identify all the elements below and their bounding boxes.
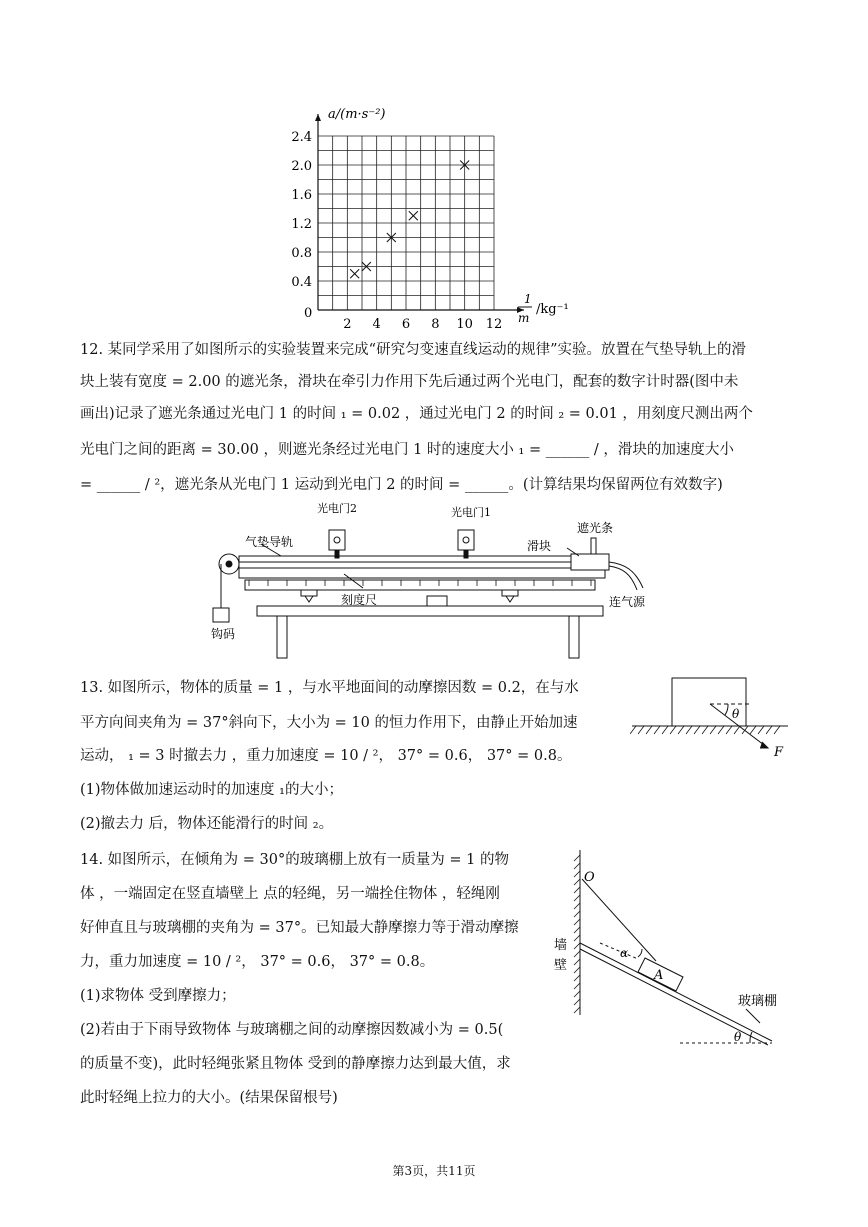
chart-points [350,161,469,279]
alpha-label: α [620,946,629,960]
wall-hatch-line [574,895,580,901]
wall-hatch-line [574,975,580,981]
wall-hatch-line [574,919,580,925]
data-point [409,211,418,220]
ground-hatch-line [694,726,700,734]
x-axis-label-numerator: 1 [524,292,532,306]
q14-line-1: 14. 如图所示，在倾角为 = 30°的玻璃棚上放有一质量为 = 1 的物 [80,852,509,868]
wall-hatch-line [574,871,580,877]
ground-hatch-line [654,726,660,734]
x-axis-label-unit: /kg⁻¹ [536,302,569,317]
chart-axes [315,114,524,313]
label-gate-1: 光电门1 [451,506,491,519]
label-air-rail: 气垫导轨 [245,535,294,549]
q12-line-3: 画出)记录了遮光条通过光电门 1 的时间 ₁ = 0.02 ，通过光电门 2 的时间 ₂ = 0.01 ，用刻度尺测出两个 [80,406,753,422]
x-axis-label-denominator: m [518,311,530,325]
q14-line-7: 的质量不变)，此时轻绳张紧且物体 受到的静摩擦力达到最大值，求 [80,1056,511,1072]
q12-line-1: 12. 某同学采用了如图所示的实验装置来完成“研究匀变速直线运动的规律”实验。放置在气垫导轨上的滑 [80,342,746,358]
ground-hatch-line [686,726,692,734]
wall-hatch-line [574,879,580,885]
q14-line-5: (1)求物体 受到摩擦力； [80,988,236,1004]
y-tick-label: 2.0 [291,159,312,174]
q13-line-2: 平方向间夹角为 = 37°斜向下，大小为 = 10 的恒力作用下，由静止开始加速 [80,715,578,731]
label-hook-weight: 钩码 [211,627,236,641]
label-gate-2: 光电门2 [317,502,357,515]
wall-hatch-line [574,999,580,1005]
y-tick-label: 0.8 [291,246,312,261]
label-ruler: 刻度尺 [341,593,378,607]
q13-line-1: 13. 如图所示，物体的质量 = 1 ，与水平地面间的动摩擦因数 = 0.2，在与水 [80,680,579,696]
x-tick-label: 12 [485,317,503,332]
y-axis-label: a/(m·s⁻²) [328,107,386,122]
ground-hatch-line [774,726,780,734]
block-force-figure [630,672,790,764]
wall-hatch-line [574,967,580,973]
force-label: F [774,745,784,760]
wall-hatch-line [574,1007,580,1013]
glass-label: 玻璃棚 [738,994,778,1009]
theta-label-14: θ [734,1030,742,1044]
q12-line-4: 光电门之间的距离 = 30.00 ，则遮光条经过光电门 1 时的速度大小 ₁ = ______ / ，滑块的加速度大小 [80,442,734,458]
ground-hatch-line [718,726,724,734]
ground-hatch-line [702,726,708,734]
x-tick-label: 10 [456,317,473,332]
origin-label: 0 [304,306,313,321]
wall-hatch-line [574,959,580,965]
y-tick-label: 2.4 [291,130,312,145]
y-tick-label: 1.2 [291,217,312,232]
wall-hatch-line [574,863,580,869]
wall-hatch-line [574,951,580,957]
wall-label-top: 墙 [554,938,568,953]
y-tick-label: 1.6 [291,188,312,203]
wall-hatch-line [574,903,580,909]
block-a-label: A [654,968,664,983]
ground-hatch-line [646,726,652,734]
data-point [350,269,359,278]
y-axis-arrow [315,114,321,121]
ground-hatch-line [766,726,772,734]
x-tick-label: 8 [431,317,440,332]
ground-hatch-line [726,726,732,734]
acceleration-chart [270,100,600,332]
q13-line-4: (1)物体做加速运动时的加速度 ₁的大小； [80,782,343,798]
ground-hatch-line [638,726,644,734]
point-o-label: O [584,870,595,885]
chart-ticks [291,130,502,332]
x-tick-label: 2 [343,317,352,332]
wall-hatch-line [574,943,580,949]
wall-hatch-line [574,911,580,917]
ground-hatch-line [662,726,668,734]
q14-line-3: 好伸直且与玻璃棚的夹角为 = 37°。已知最大静摩擦力等于滑动摩擦 [80,920,519,936]
q14-line-4: 力，重力加速度 = 10 / ²， 37° = 0.6， 37° = 0.8。 [80,954,435,970]
ground-hatch-line [734,726,740,734]
y-tick-label: 0.4 [291,275,312,290]
wall-hatch-line [574,887,580,893]
air-track-figure [205,500,665,660]
q14-line-6: (2)若由于下雨导致物体 与玻璃棚之间的动摩擦因数减小为 = 0.5( [80,1022,504,1038]
wall-hatch-line [574,991,580,997]
x-tick-label: 4 [372,317,381,332]
theta-label-13: θ [732,707,740,721]
ground-hatch-line [750,726,756,734]
wall-hatch-line [574,935,580,941]
wall-label-bottom: 壁 [554,958,568,973]
ground-hatch-line [678,726,684,734]
page-number: 第3页，共11页 [392,1164,476,1178]
wall-hatch-line [574,983,580,989]
q12-line-2: 块上装有宽度 = 2.00 的遮光条，滑块在牵引力作用下先后通过两个光电门，配套的数字计时器(图中未 [80,374,739,390]
q14-line-8: 此时轻绳上拉力的大小。(结果保留根号) [80,1090,338,1106]
label-slider: 滑块 [527,539,552,553]
q13-line-5: (2)撤去力 后，物体还能滑行的时间 ₂。 [80,816,334,832]
label-air-source: 连气源 [609,595,646,609]
q13-line-3: 运动， ₁ = 3 时撤去力 ，重力加速度 = 10 / ²， 37° = 0.6， 37° = 0.8。 [80,748,572,764]
ground-hatch-line [630,726,636,734]
ground-hatch-line [758,726,764,734]
ground-hatch-line [710,726,716,734]
q12-line-5: = ______ / ²，遮光条从光电门 1 运动到光电门 2 的时间 = ______。(计算结果均保留两位有效数字) [80,477,723,493]
wall-hatch-line [574,855,580,861]
incline-figure [550,845,790,1050]
x-tick-label: 6 [401,317,411,332]
q14-line-2: 体 ，一端固定在竖直墙壁上 点的轻绳，另一端拴住物体 ，轻绳刚 [80,886,500,902]
ground-hatch-line [670,726,676,734]
label-shade-bar: 遮光条 [577,521,614,535]
wall-hatch-line [574,927,580,933]
